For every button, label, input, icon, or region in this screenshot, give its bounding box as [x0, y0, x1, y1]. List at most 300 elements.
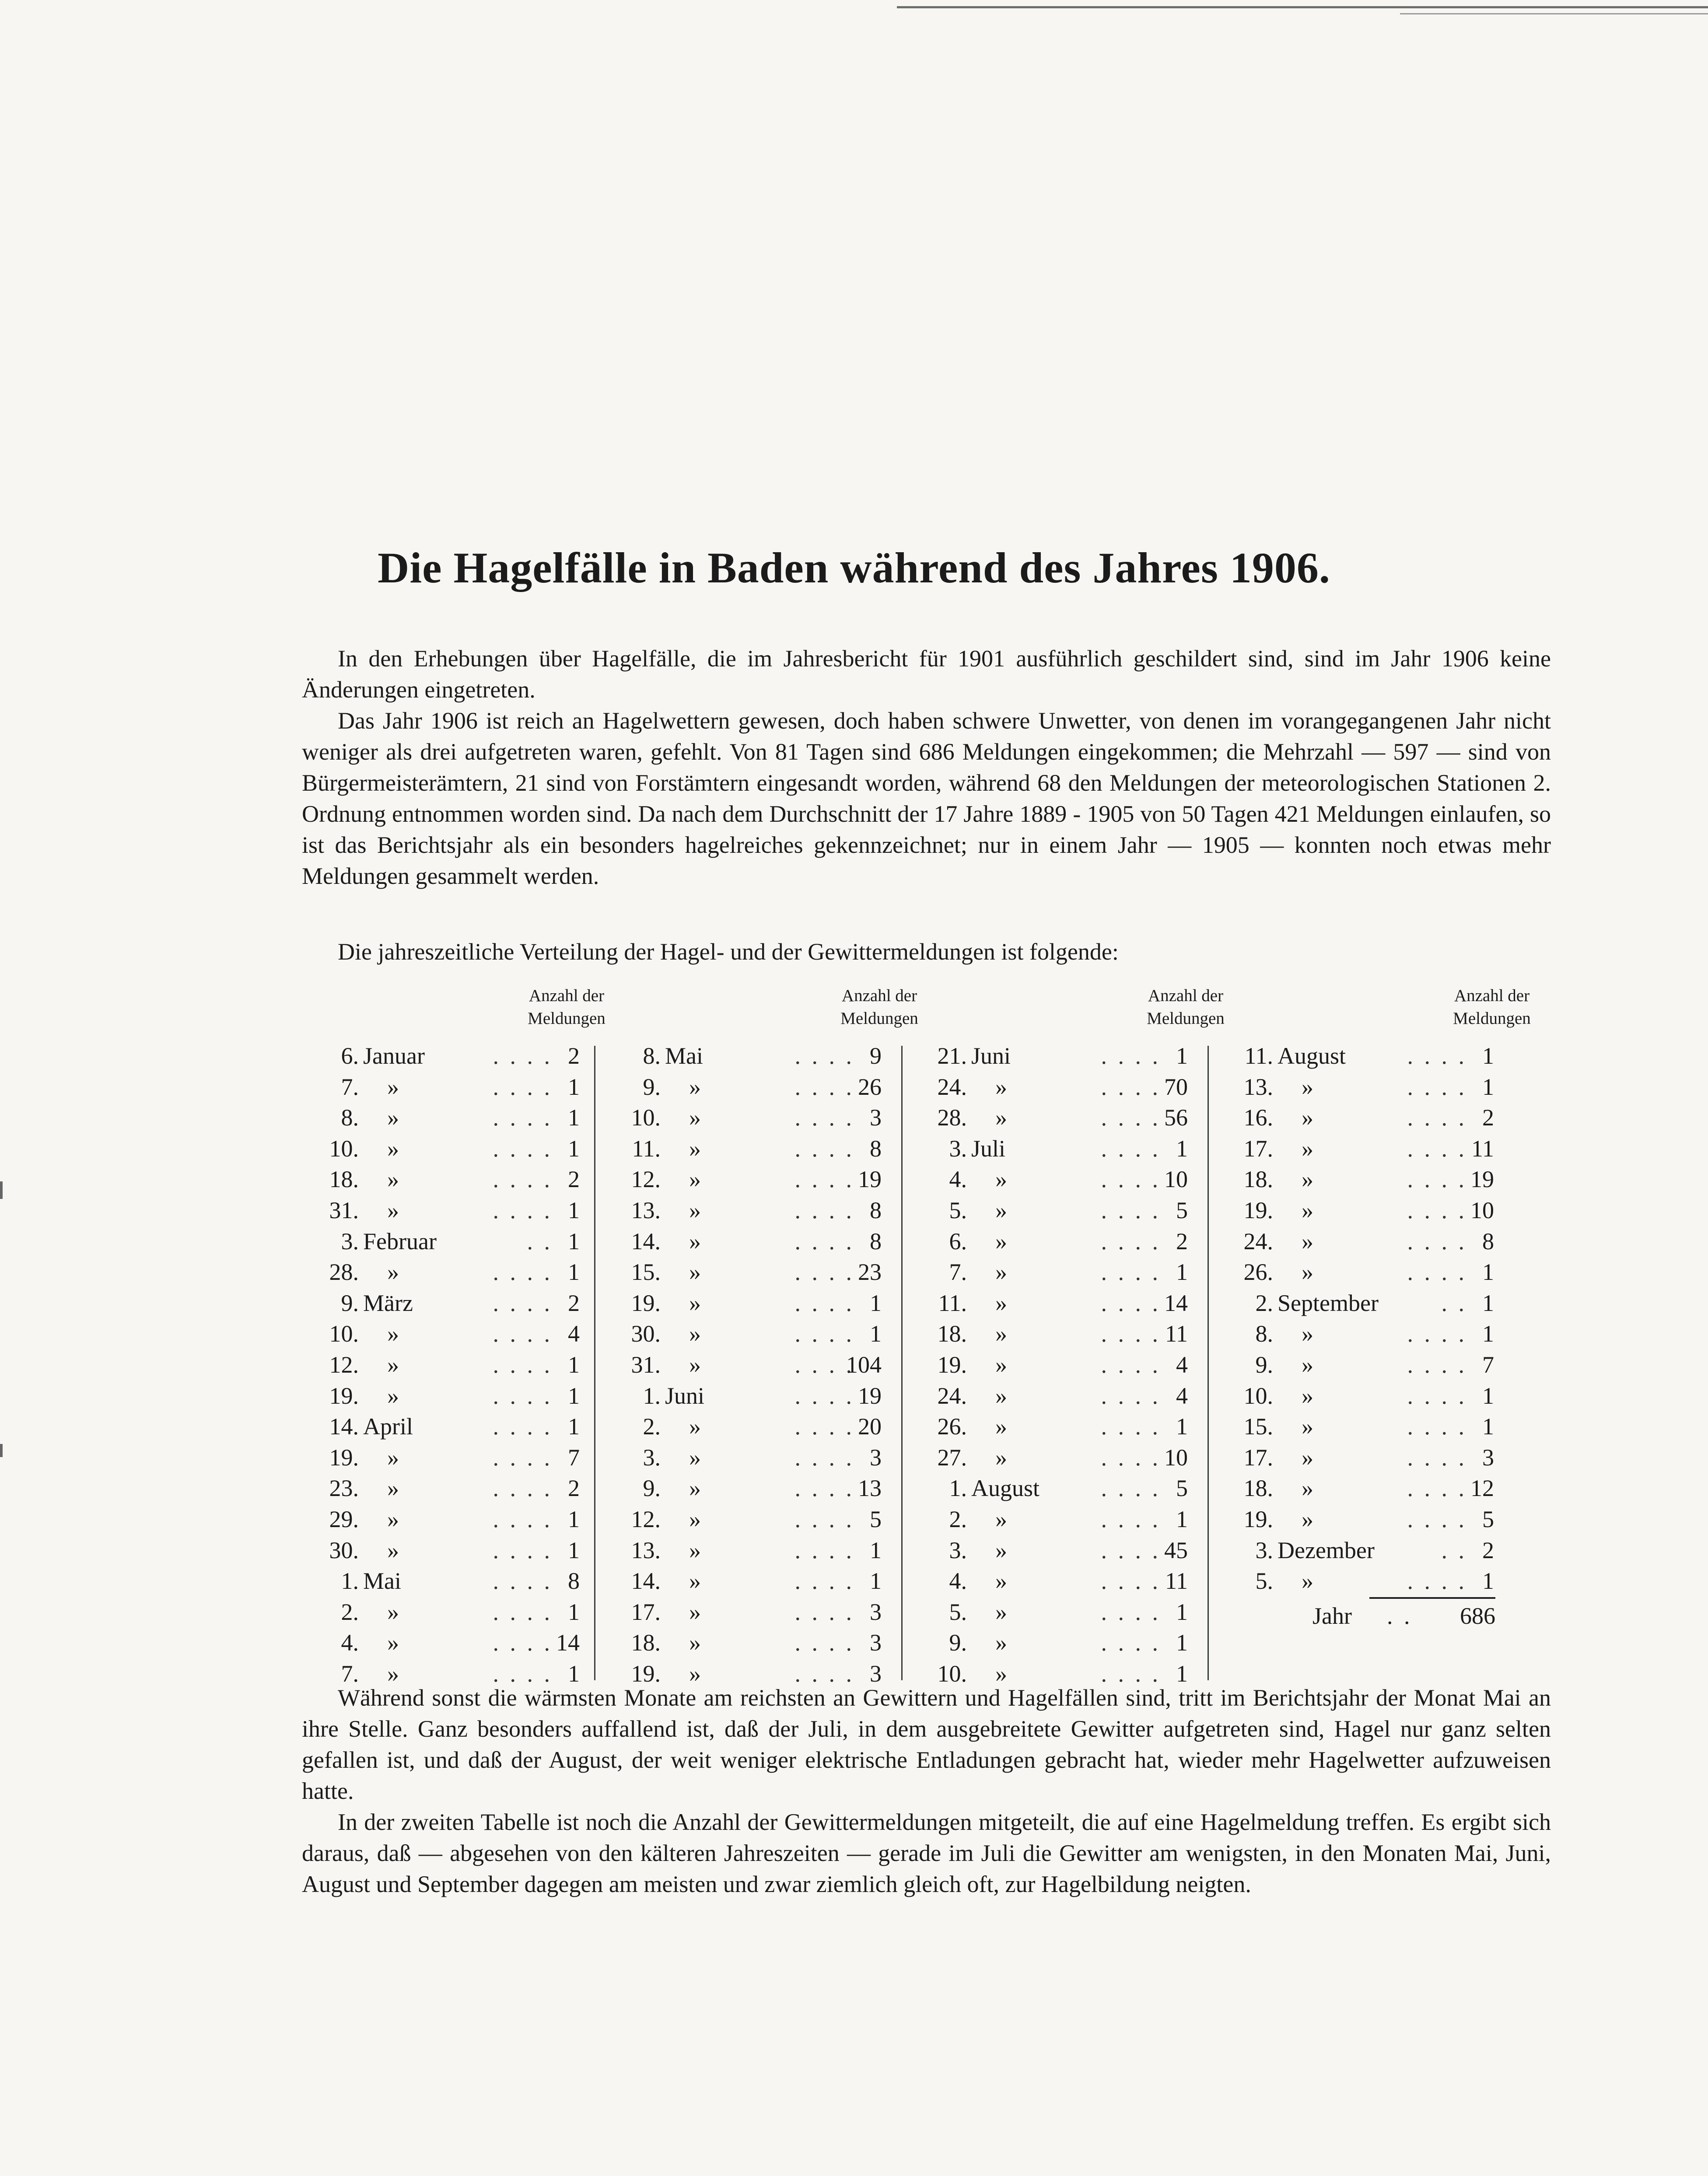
month: » [689, 1629, 701, 1656]
leader-dots: . . . . [493, 1321, 553, 1347]
leader-dots: . . . . [794, 1289, 854, 1316]
total-label: Jahr [1312, 1603, 1352, 1629]
report-count: 3 [870, 1598, 882, 1625]
table-row [925, 1627, 1188, 1658]
column-divider [594, 1046, 595, 1680]
day: 11. [632, 1135, 661, 1162]
report-count: 1 [1482, 1382, 1494, 1409]
month: Februar [363, 1228, 437, 1254]
day: 9. [643, 1073, 661, 1100]
report-count: 3 [870, 1104, 882, 1131]
leader-dots: . . . . [1407, 1413, 1467, 1440]
column-header-line: Meldungen [1453, 1009, 1531, 1028]
month: » [1302, 1382, 1313, 1409]
month: » [995, 1382, 1007, 1409]
day: 14. [329, 1413, 359, 1440]
report-count: 5 [1176, 1197, 1188, 1223]
day: 4. [949, 1568, 967, 1594]
column-header-line: Anzahl der [528, 986, 605, 1005]
table-row [619, 1226, 882, 1257]
leader-dots: . . . . [794, 1506, 854, 1532]
report-count: 2 [568, 1289, 580, 1316]
table-row [925, 1566, 1188, 1597]
table-row [1232, 1133, 1494, 1164]
table-row [619, 1442, 882, 1473]
leader-dots: . . . . [1407, 1043, 1467, 1069]
report-count: 1 [568, 1598, 580, 1625]
table-row [925, 1597, 1188, 1628]
table-row [317, 1195, 580, 1226]
leader-dots: . . . . [1101, 1475, 1161, 1502]
leader-dots: . . . . [493, 1413, 553, 1440]
month: » [387, 1351, 399, 1378]
month: » [1302, 1259, 1313, 1286]
report-count: 3 [870, 1444, 882, 1471]
day: 17. [631, 1598, 661, 1625]
month: » [689, 1289, 701, 1316]
month: » [1302, 1197, 1313, 1223]
month: » [1302, 1321, 1313, 1347]
leader-dots: . . . . [794, 1166, 854, 1193]
column-divider [1208, 1046, 1209, 1680]
report-count: 20 [858, 1413, 882, 1440]
report-count: 1 [568, 1135, 580, 1162]
table-row [619, 1257, 882, 1288]
month: » [387, 1104, 399, 1131]
leader-dots: . . . . [794, 1537, 854, 1563]
table-row [317, 1473, 580, 1504]
table-column [619, 1041, 882, 1689]
leader-dots: . . . . [493, 1289, 553, 1316]
table-row [317, 1133, 580, 1164]
table-row [317, 1288, 580, 1319]
leader-dots: . . . . [794, 1228, 854, 1254]
month: » [995, 1351, 1007, 1378]
leader-dots: . . . . [1101, 1321, 1161, 1347]
column-header-line: Meldungen [528, 1009, 606, 1028]
leader-dots: . . . . [493, 1382, 553, 1409]
report-count: 1 [1176, 1043, 1188, 1069]
table-row [619, 1318, 882, 1349]
column-header-line: Meldungen [1147, 1009, 1225, 1028]
report-count: 1 [870, 1537, 882, 1563]
table-row [1232, 1195, 1494, 1226]
table-row [317, 1504, 580, 1535]
month: » [689, 1321, 701, 1347]
leader-dots: . . [527, 1228, 553, 1254]
table-row [925, 1411, 1188, 1442]
table-row [1232, 1318, 1494, 1349]
day: 7. [949, 1259, 967, 1286]
table-row [619, 1041, 882, 1072]
month: Januar [363, 1043, 425, 1069]
report-count: 3 [1482, 1444, 1494, 1471]
month: » [995, 1073, 1007, 1100]
day: 18. [1243, 1475, 1273, 1502]
month: » [689, 1104, 701, 1131]
report-count: 1 [568, 1228, 580, 1254]
month: » [689, 1444, 701, 1471]
month: » [995, 1598, 1007, 1625]
month: » [689, 1413, 701, 1440]
paragraph: In den Erhebungen über Hagelfälle, die im Jahresbericht für 1901 ausführlich geschildert sind, sind im Jahr 1906 keine Änderungen eingetreten. [302, 645, 1551, 703]
report-count: 2 [1176, 1228, 1188, 1254]
day: 9. [643, 1475, 661, 1502]
report-count: 1 [1482, 1413, 1494, 1440]
table-row [1232, 1288, 1494, 1319]
intro-text [302, 643, 1551, 892]
table-row [925, 1504, 1188, 1535]
month: September [1278, 1289, 1379, 1316]
day: 8. [643, 1043, 661, 1069]
report-count: 1 [568, 1413, 580, 1440]
month: » [387, 1660, 399, 1687]
day: 9. [341, 1289, 359, 1316]
day: 17. [1243, 1135, 1273, 1162]
report-count: 10 [1164, 1444, 1188, 1471]
report-count: 11 [1471, 1135, 1494, 1162]
month: » [689, 1351, 701, 1378]
leader-dots: . . . . [1101, 1289, 1161, 1316]
day: 13. [631, 1537, 661, 1563]
table-row [1232, 1041, 1494, 1072]
month: » [689, 1259, 701, 1286]
table-row [317, 1381, 580, 1412]
report-count: 2 [568, 1043, 580, 1069]
month: » [689, 1506, 701, 1532]
report-count: 8 [870, 1197, 882, 1223]
month: » [387, 1197, 399, 1223]
leader-dots: . . . . [493, 1506, 553, 1532]
leader-dots: . . . . [1101, 1506, 1161, 1532]
day: 24. [937, 1382, 967, 1409]
month: » [387, 1135, 399, 1162]
report-count: 12 [1470, 1475, 1494, 1502]
distribution-intro: Die jahreszeitliche Verteilung der Hagel- und der Gewittermeldungen ist folgende: [338, 939, 1119, 965]
day: 2. [643, 1413, 661, 1440]
day: 10. [631, 1104, 661, 1131]
table-row [619, 1504, 882, 1535]
report-count: 19 [858, 1382, 882, 1409]
month: » [689, 1660, 701, 1687]
table-row [1232, 1411, 1494, 1442]
leader-dots: . . . . [794, 1104, 854, 1131]
month: Mai [363, 1568, 401, 1594]
month: » [995, 1660, 1007, 1687]
leader-dots: . . . . [1407, 1228, 1467, 1254]
day: 28. [937, 1104, 967, 1131]
column-header [1444, 985, 1540, 1030]
scan-mark [0, 1444, 3, 1457]
table-row [925, 1442, 1188, 1473]
leader-dots: . . . . [794, 1660, 854, 1687]
leader-dots: . . . . [794, 1598, 854, 1625]
leader-dots: . . . . [493, 1197, 553, 1223]
leader-dots: . . . . [1101, 1413, 1161, 1440]
month: » [995, 1104, 1007, 1131]
month: April [363, 1413, 413, 1440]
table-row [619, 1133, 882, 1164]
table-row [1232, 1102, 1494, 1133]
day: 14. [631, 1568, 661, 1594]
day: 27. [937, 1444, 967, 1471]
report-count: 1 [1176, 1629, 1188, 1656]
leader-dots: . . . . [1101, 1228, 1161, 1254]
month: » [1302, 1475, 1313, 1502]
table-row [619, 1597, 882, 1628]
table-row [925, 1102, 1188, 1133]
leader-dots: . . . . [1101, 1166, 1161, 1193]
leader-dots: . . . . [794, 1568, 854, 1594]
report-count: 1 [1482, 1289, 1494, 1316]
table-row [1232, 1349, 1494, 1381]
month: Juni [665, 1382, 705, 1409]
report-count: 8 [568, 1568, 580, 1594]
leader-dots: . . . . [1101, 1135, 1161, 1162]
leader-dots: . . . . [794, 1444, 854, 1471]
month: » [689, 1073, 701, 1100]
report-count: 3 [870, 1629, 882, 1656]
report-count: 1 [568, 1537, 580, 1563]
month: » [387, 1598, 399, 1625]
report-count: 1 [1482, 1259, 1494, 1286]
day: 2. [341, 1598, 359, 1625]
month: » [1302, 1073, 1313, 1100]
day: 3. [949, 1537, 967, 1563]
report-count: 1 [1482, 1568, 1494, 1594]
day: 19. [631, 1289, 661, 1316]
day: 6. [949, 1228, 967, 1254]
table-row [317, 1072, 580, 1103]
month: » [387, 1444, 399, 1471]
day: 1. [643, 1382, 661, 1409]
day: 19. [937, 1351, 967, 1378]
leader-dots: . . . . [794, 1475, 854, 1502]
day: 31. [329, 1197, 359, 1223]
day: 10. [937, 1660, 967, 1687]
leader-dots: . . . . [1101, 1537, 1161, 1563]
month: » [689, 1568, 701, 1594]
report-count: 19 [1470, 1166, 1494, 1193]
day: 28. [329, 1259, 359, 1286]
table-row [925, 1072, 1188, 1103]
day: 19. [329, 1444, 359, 1471]
report-count: 26 [858, 1073, 882, 1100]
table-row [925, 1473, 1188, 1504]
report-count: 8 [870, 1228, 882, 1254]
column-header [831, 985, 928, 1030]
top-edge-rule [897, 6, 1708, 8]
report-count: 4 [1176, 1382, 1188, 1409]
table-row [1232, 1381, 1494, 1412]
day: 23. [329, 1475, 359, 1502]
table-row [317, 1041, 580, 1072]
table-row [317, 1627, 580, 1658]
leader-dots: . . . . [1407, 1506, 1467, 1532]
column-header [518, 985, 615, 1030]
top-edge-rule-secondary [1400, 13, 1708, 14]
table-row [317, 1411, 580, 1442]
report-count: 1 [1482, 1321, 1494, 1347]
month: Dezember [1278, 1537, 1375, 1563]
day: 7. [341, 1660, 359, 1687]
day: 18. [631, 1629, 661, 1656]
report-count: 1 [1176, 1413, 1188, 1440]
leader-dots: . . . . [1407, 1104, 1467, 1131]
month: » [387, 1537, 399, 1563]
table-row [619, 1473, 882, 1504]
report-count: 13 [858, 1475, 882, 1502]
leader-dots: . . [1441, 1537, 1467, 1563]
month: » [1302, 1166, 1313, 1193]
leader-dots: . . . . [1101, 1629, 1161, 1656]
total-row [1312, 1601, 1495, 1631]
table-row [317, 1535, 580, 1566]
month: » [387, 1073, 399, 1100]
report-count: 4 [1176, 1351, 1188, 1378]
report-count: 19 [858, 1166, 882, 1193]
day: 18. [329, 1166, 359, 1193]
report-count: 1 [870, 1321, 882, 1347]
table-row [925, 1349, 1188, 1381]
day: 29. [329, 1506, 359, 1532]
table-row [317, 1349, 580, 1381]
leader-dots: . . . . [1407, 1444, 1467, 1471]
leader-dots: . . . . [794, 1135, 854, 1162]
leader-dots: . . [1441, 1289, 1467, 1316]
table-row [925, 1288, 1188, 1319]
column-header-line: Anzahl der [841, 986, 917, 1005]
table-row [619, 1195, 882, 1226]
month: August [971, 1475, 1040, 1502]
column-header-line: Meldungen [840, 1009, 918, 1028]
leader-dots: . . . . [493, 1444, 553, 1471]
day: 19. [1243, 1506, 1273, 1532]
month: März [363, 1289, 413, 1316]
table-column [1232, 1041, 1494, 1597]
month: » [689, 1475, 701, 1502]
month: » [995, 1228, 1007, 1254]
day: 30. [329, 1537, 359, 1563]
month: » [995, 1197, 1007, 1223]
page-title: Die Hagelfälle in Baden während des Jahres 1906. [378, 543, 1330, 592]
leader-dots: . . . . [794, 1073, 854, 1100]
leader-dots: . . . . [493, 1166, 553, 1193]
report-count: 23 [858, 1259, 882, 1286]
leader-dots: . . . . [1407, 1568, 1467, 1594]
month: » [995, 1321, 1007, 1347]
day: 8. [341, 1104, 359, 1131]
column-header-line: Anzahl der [1454, 986, 1530, 1005]
leader-dots: . . . . [493, 1660, 553, 1687]
report-count: 11 [1165, 1568, 1188, 1594]
month: » [387, 1629, 399, 1656]
day: 5. [949, 1197, 967, 1223]
month: » [689, 1197, 701, 1223]
paragraph: In der zweiten Tabelle ist noch die Anzahl der Gewittermeldungen mitgeteilt, die auf eine Hagelmeldung treffen. Es ergibt sich daraus, daß — abgesehen von den kälteren Jahreszeiten — gerade im Juli die Gewitter am wenigsten, in den Monaten Mai, Juni, August und September dagegen am meisten und zwar ziemlich gleich oft, zur Hagelbildung neigten. [302, 1809, 1551, 1897]
report-count: 1 [1176, 1506, 1188, 1532]
month: » [387, 1321, 399, 1347]
day: 11. [1244, 1043, 1273, 1069]
day: 15. [631, 1259, 661, 1286]
report-count: 5 [1482, 1506, 1494, 1532]
table-row [317, 1257, 580, 1288]
day: 19. [329, 1382, 359, 1409]
leader-dots: . . . . [794, 1043, 854, 1069]
report-count: 1 [568, 1351, 580, 1378]
month: » [995, 1166, 1007, 1193]
leader-dots: . . . . [493, 1043, 553, 1069]
day: 17. [1243, 1444, 1273, 1471]
day: 21. [937, 1043, 967, 1069]
report-count: 2 [568, 1475, 580, 1502]
day: 1. [949, 1475, 967, 1502]
table-row [317, 1442, 580, 1473]
month: » [387, 1506, 399, 1532]
leader-dots: . . . . [1101, 1104, 1161, 1131]
day: 4. [341, 1629, 359, 1656]
month: » [1302, 1104, 1313, 1131]
day: 6. [341, 1043, 359, 1069]
month: » [995, 1537, 1007, 1563]
table-row [317, 1102, 580, 1133]
day: 12. [631, 1166, 661, 1193]
month: » [1302, 1506, 1313, 1532]
day: 9. [1255, 1351, 1273, 1378]
month: » [995, 1259, 1007, 1286]
report-count: 1 [870, 1289, 882, 1316]
day: 5. [1255, 1568, 1273, 1594]
leader-dots: . . . . [493, 1598, 553, 1625]
report-count: 1 [568, 1197, 580, 1223]
leader-dots: . . . . [1407, 1166, 1467, 1193]
column-divider [901, 1046, 903, 1680]
table-row [619, 1566, 882, 1597]
report-count: 9 [870, 1043, 882, 1069]
day: 18. [1243, 1166, 1273, 1193]
table-row [1232, 1566, 1494, 1597]
leader-dots: . . . . [794, 1321, 854, 1347]
day: 24. [937, 1073, 967, 1100]
table-row [1232, 1257, 1494, 1288]
table-row [619, 1102, 882, 1133]
report-count: 1 [568, 1506, 580, 1532]
month: Juni [971, 1043, 1011, 1069]
table-row [317, 1164, 580, 1195]
leader-dots: . . . . [1101, 1073, 1161, 1100]
leader-dots: . . . . [1101, 1382, 1161, 1409]
report-count: 1 [1176, 1598, 1188, 1625]
table-row [925, 1133, 1188, 1164]
month: » [1302, 1568, 1313, 1594]
day: 15. [1243, 1413, 1273, 1440]
table-row [317, 1597, 580, 1628]
day: 10. [329, 1135, 359, 1162]
report-count: 8 [870, 1135, 882, 1162]
day: 7. [341, 1073, 359, 1100]
day: 2. [949, 1506, 967, 1532]
report-count: 1 [1176, 1135, 1188, 1162]
leader-dots: . . [1387, 1603, 1413, 1629]
leader-dots: . . . . [493, 1073, 553, 1100]
month: » [1302, 1351, 1313, 1378]
table-row [619, 1535, 882, 1566]
day: 3. [341, 1228, 359, 1254]
column-header-line: Anzahl der [1148, 986, 1224, 1005]
report-count: 7 [1482, 1351, 1494, 1378]
month: » [1302, 1228, 1313, 1254]
report-count: 1 [1176, 1259, 1188, 1286]
